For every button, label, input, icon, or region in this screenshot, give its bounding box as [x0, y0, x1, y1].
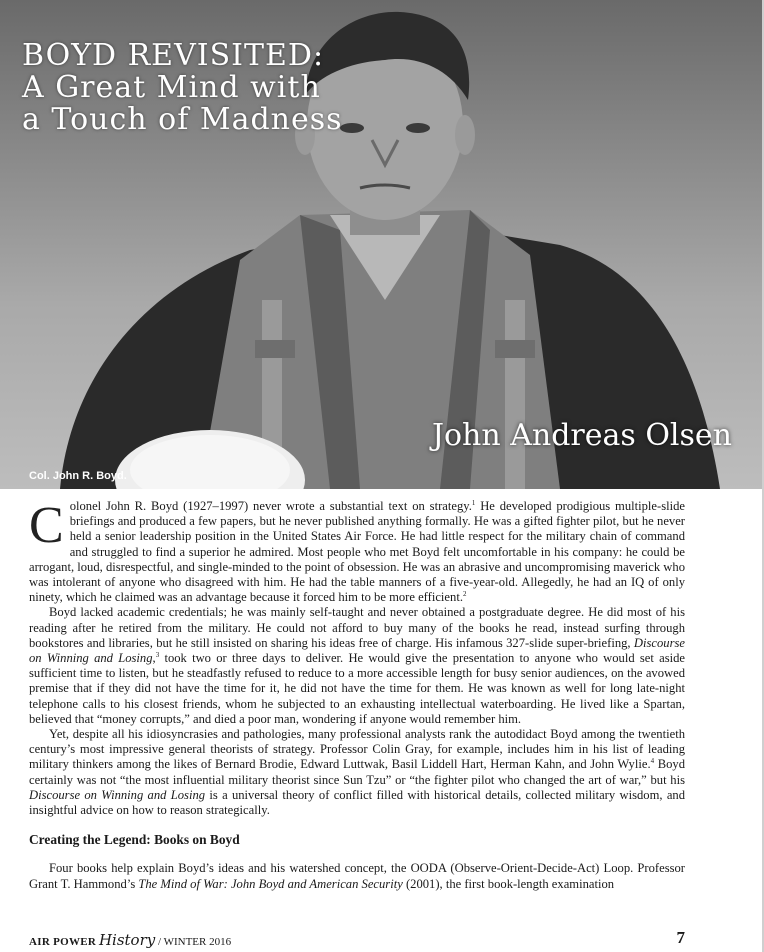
p3-book-title: Discourse on Winning and Losing — [29, 787, 206, 802]
paragraph-4 — [29, 861, 685, 891]
p3-text-b: Boyd certainly was not “the most influential military theorist since Sun Tzu” or “the fighter pilot who changed the art of war,” but his — [29, 757, 685, 787]
article-title — [22, 40, 343, 136]
p2-text-a: Boyd lacked academic credentials; he was mainly self-taught and never obtained a postgraduate degree. He did most of his reading after he retired from the military. He could not afford to buy many of the books he read, instead surfing through bookstores and libraries, but he still insisted on sharing his ideas free of charge. His infamous 327-slide super-briefing, — [29, 605, 685, 650]
title-line-2: A Great Mind with — [22, 70, 321, 105]
page-footer — [29, 928, 685, 949]
p4-book-title: The Mind of War: John Boyd and American Security — [138, 876, 403, 891]
p3-text-c: is a universal theory of conflict filled with historical details, collected military wisdom, and insightful advice on how to reason strategically. — [29, 787, 685, 818]
page-number: 7 — [676, 928, 685, 947]
paragraph-2: Boyd lacked academic credentials; he was mainly self-taught and never obtained a postgraduate degree. He did most of his reading after he retired from the military. He could not afford to buy many of the books he read, instead surfing through bookstores and libraries, but he still insisted on sharing his ideas free of charge. His infamous 327-slide super-briefing, Discourse on Winning and Losing,$^3$ took two or three days to deliver. He would give the presentation to anyone who would set aside sufficient time to listen, but he steadfastly refused to reduce to a more accessible length for busy senior audiences, on the avowed premise that if they did not have the time for it, he did not have the time for them. He was known as well for long late-night telephone calls to his closest friends, whom he subjected to an exhausting intellectual waterboarding. He lived like a Spartan, believed that “money corrupts,” and died a poor man, wondering if anyone would remember him. — [29, 605, 685, 726]
footnote-ref-4[interactable]: 4 — [650, 757, 655, 766]
p4-text-a: Four books help explain Boyd’s ideas and his watershed concept, the OODA (Observe-Orient-Decide-Act) Loop. Professor Grant T. Hammond’s — [29, 861, 685, 891]
paragraph-3 — [29, 727, 685, 818]
footnote-ref-1[interactable]: 1 — [471, 498, 476, 507]
p4-text-b: (2001), the first book-length examination — [402, 876, 615, 891]
p2-text-b: took two or three days to deliver. He would give the presentation to anyone who would set aside sufficient time to listen, but he steadfastly refused to reduce to a more accessible length for busy senior audiences, on the avowed premise that if they did not have the time for it, he did not have the time for them. He was known as well for long late-night telephone calls to his closest friends, whom he subjected to an exhausting intellectual waterboarding. He lived like a Spartan, believed that “money corrupts,” and died a poor man, wondering if anyone would remember him. — [29, 651, 685, 726]
p3-text-a: Yet, despite all his idiosyncrasies and pathologies, many professional analysts rank the autodidact Boyd among the twentieth century’s most impressive general theorists of strategy. Professor Colin Gray, for example, includes him in his list of leading military thinkers among the likes of Bernard Brodie, Edward Luttwak, Basil Liddell Hart, Herman Kahn, and John Wylie. — [29, 727, 685, 772]
issue-date: / WINTER 2016 — [157, 936, 232, 948]
photo-caption: Col. John R. Boyd. — [29, 470, 127, 482]
drop-cap: C — [29, 497, 64, 554]
footnote-ref-3[interactable]: 3 — [155, 650, 160, 659]
author-name: John Andreas Olsen — [431, 418, 732, 453]
section-heading: Creating the Legend: Books on Boyd — [29, 832, 240, 848]
p1-text-a: olonel John R. Boyd (1927–1997) never wrote a substantial text on strategy. — [69, 499, 472, 513]
paragraph-1 — [29, 499, 685, 605]
article-body — [29, 499, 685, 892]
p1-text-b: He developed prodigious multiple-slide briefings and produced a few papers, but he never published anything formally. He was a gifted fighter pilot, but he never held a senior leadership position in the United States Air Force. He had little respect for the military chain of command and struggled to find a superior he admired. Most people who met Boyd felt uncomfortable in his company: he could be arrogant, loud, disrespectful, and single-minded to the point of obsession. He was an abrasive and uncompromising maverick who was intolerant of anyone who disagreed with him. He had the table manners of a five-year-old. Allegedly, he had an IQ of only ninety, which he claimed was an advantage because it forced him to be more efficient. — [29, 499, 686, 605]
title-line-1: BOYD REVISITED: — [22, 38, 325, 73]
footnote-ref-2[interactable]: 2 — [462, 590, 467, 599]
title-line-3: a Touch of Madness — [22, 102, 343, 137]
magazine-name: AIR POWER — [29, 936, 97, 948]
p2-book-title: Discourse on Winning and Losing — [29, 635, 685, 666]
magazine-history: History — [98, 931, 156, 949]
